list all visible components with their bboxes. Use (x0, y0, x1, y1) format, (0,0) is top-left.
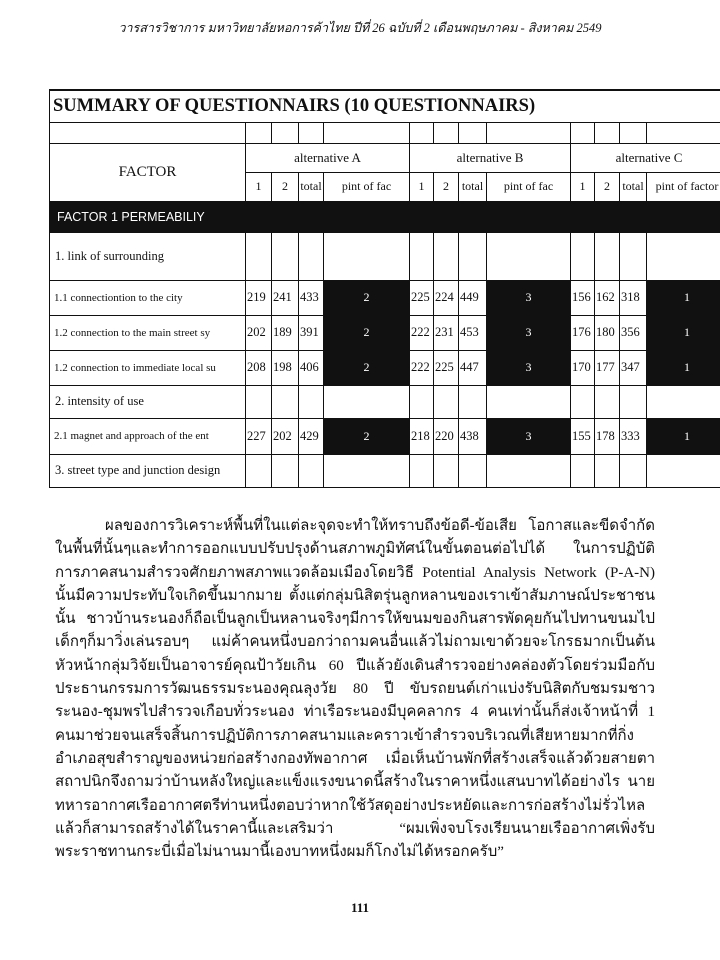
value-cell: 447 (459, 350, 487, 385)
subheader-cell: pint of factor (647, 172, 720, 201)
alternative-header: alternative C (571, 143, 720, 172)
value-cell: 241 (272, 280, 299, 315)
empty-cell (620, 122, 647, 143)
value-cell: 333 (620, 418, 647, 454)
empty-cell (647, 454, 720, 487)
empty-cell (410, 232, 434, 280)
point-of-factor-cell: 1 (647, 418, 720, 454)
empty-cell (324, 122, 410, 143)
value-cell: 318 (620, 280, 647, 315)
empty-cell (272, 232, 299, 280)
empty-cell (434, 232, 459, 280)
value-cell: 202 (272, 418, 299, 454)
value-cell: 225 (410, 280, 434, 315)
alternative-header: alternative A (246, 143, 410, 172)
empty-cell (571, 454, 595, 487)
value-cell: 231 (434, 315, 459, 350)
table-row (50, 280, 720, 315)
empty-cell (487, 385, 571, 418)
value-cell: 219 (246, 280, 272, 315)
value-cell: 433 (299, 280, 324, 315)
value-cell: 438 (459, 418, 487, 454)
point-of-factor-cell: 2 (324, 315, 410, 350)
empty-cell (272, 122, 299, 143)
paragraph-text: ผลของการวิเคราะห์พื้นที่ในแต่ละจุดจะทำให้ทราบถึงข้อดี-ข้อเสีย โอกาสและขีดจำกัด ในพื้นที่นั้นๆและทำการออกแบบปรับปรุงด้านสภาพภูมิทัศน์ในขั้นตอนต่อไปได้ ในการปฏิบัติการภาคสนามสำรวจศักยภาพสภาพแวดล้อมเมืองโดยวิธี Potential Analysis Network (P-A-N) นั้นมีความประทับใจเกิดขึ้นมากมาย ตั้งแต่กลุ่มนิสิตรุ่นลูกหลานของเราเข้าสัมภาษณ์ประชาชนนั้น ชาวบ้านระนองก็ถือเป็นลูกเป็นหลานจริงๆมีการให้ขนมของกินสารพัดคุยกันไปทานขนมไป เด็กๆก็มาวิ่งเล่นรอบๆ แม่ค้าคนหนึ่งบอกว่าถามคนอื่นแล้วไม่ถามเขาด้วยจะโกรธมากเป็นต้น หัวหน้ากลุ่มวิจัยเป็นอาจารย์คุณป้าวัยเกิน 60 ปีแล้วยังเดินสำรวจอย่างคล่องตัวโดยร่วมมือกับประธานกรรมการวัฒนธรรมระนองคุณลุงวัย 80 ปี ขับรถยนต์เก่าแบ่งรับนิสิตกับชมรมชาวระนอง-ชุมพรไปสำรวจเกือบทั่วระนอง ท่าเรือระนองมีบุคคลากร 4 คนเท่านั้นก็ส่งเจ้าหน้าที่ 1 คนมาช่วยจนเสร็จสิ้นการปฏิบัติการภาคสนามและคราวเข้าสำรวจบริเวณที่เสียหายมากที่กิ่งอำเภอสุขสำราญของหน่วยก่อสร้างกองทัพอากาศ เมื่อเห็นบ้านพักที่สร้างเสร็จแล้วด้วยสายตาสถาปนิกจึงถามว่าบ้านหลังใหญ่และแข็งแรงขนาดนี้สร้างในราคาหนึ่งแสนบาทได้อย่างไร นายทหารอากาศเรืออากาศตรีท่านหนึ่งตอบว่าหากใช้วัสดุอย่างประหยัดและการก่อสร้างไม่รั่วไหลแล้วก็สามารถสร้างได้ในราคานี้และเสริมว่า “ผมเพิ่งจบโรงเรียนนายเรืออากาศเพิ่งรับพระราชทานกระบี่เมื่อไม่นานมานี้เองบาทหนึ่งผมก็โกงไม่ได้หรอกครับ” (55, 518, 655, 861)
empty-cell (487, 454, 571, 487)
empty-cell (246, 122, 272, 143)
value-cell: 162 (595, 280, 620, 315)
page-number: 111 (350, 900, 370, 915)
empty-cell (410, 454, 434, 487)
empty-cell (595, 232, 620, 280)
value-cell: 227 (246, 418, 272, 454)
empty-cell (324, 385, 410, 418)
empty-cell (434, 122, 459, 143)
empty-cell (410, 122, 434, 143)
row-label: 1.2 connection to the main street sy (50, 315, 246, 350)
value-cell: 198 (272, 350, 299, 385)
value-cell: 178 (595, 418, 620, 454)
empty-cell (571, 232, 595, 280)
table-header-row (50, 143, 720, 172)
empty-cell (299, 122, 324, 143)
value-cell: 218 (410, 418, 434, 454)
empty-cell (299, 385, 324, 418)
empty-cell (620, 385, 647, 418)
value-cell: 406 (299, 350, 324, 385)
table-row (50, 385, 720, 418)
row-label: 1.2 connection to immediate local su (50, 350, 246, 385)
empty-cell (299, 232, 324, 280)
value-cell: 208 (246, 350, 272, 385)
value-cell: 177 (595, 350, 620, 385)
subheader-cell: 2 (595, 172, 620, 201)
empty-cell (620, 232, 647, 280)
empty-cell (324, 232, 410, 280)
value-cell: 449 (459, 280, 487, 315)
row-label: 1.1 connectiontion to the city (50, 280, 246, 315)
value-cell: 170 (571, 350, 595, 385)
empty-cell (571, 122, 595, 143)
empty-cell (459, 122, 487, 143)
table-blank-row (50, 122, 720, 143)
value-cell: 222 (410, 315, 434, 350)
row-label: 1. link of surrounding (50, 232, 246, 280)
table-row (50, 418, 720, 454)
table-title: SUMMARY OF QUESTIONNAIRS (10 QUESTIONNAIRS) (50, 90, 720, 122)
empty-cell (595, 122, 620, 143)
empty-cell (299, 454, 324, 487)
empty-cell (647, 122, 720, 143)
table-title-row (50, 90, 720, 122)
empty-cell (272, 385, 299, 418)
value-cell: 222 (410, 350, 434, 385)
point-of-factor-cell: 3 (487, 280, 571, 315)
empty-cell (595, 385, 620, 418)
alternative-header: alternative B (410, 143, 571, 172)
value-cell: 156 (571, 280, 595, 315)
table-row (50, 350, 720, 385)
point-of-factor-cell: 1 (647, 315, 720, 350)
empty-cell (620, 454, 647, 487)
empty-cell (459, 232, 487, 280)
running-head: วารสารวิชาการ มหาวิทยาลัยหอการค้าไทย ปีที่ 26 ฉบับที่ 2 เดือนพฤษภาคม - สิงหาคม 2549 (118, 21, 602, 35)
point-of-factor-cell: 2 (324, 350, 410, 385)
empty-cell (459, 454, 487, 487)
empty-cell (434, 385, 459, 418)
value-cell: 202 (246, 315, 272, 350)
value-cell: 220 (434, 418, 459, 454)
point-of-factor-cell: 3 (487, 418, 571, 454)
value-cell: 347 (620, 350, 647, 385)
point-of-factor-cell: 1 (647, 350, 720, 385)
row-label: 2. intensity of use (50, 385, 246, 418)
empty-cell (50, 122, 246, 143)
subheader-cell: 1 (246, 172, 272, 201)
empty-cell (246, 385, 272, 418)
empty-cell (410, 385, 434, 418)
value-cell: 176 (571, 315, 595, 350)
subheader-cell: pint of fac (487, 172, 571, 201)
row-label: 3. street type and junction design (50, 454, 246, 487)
value-cell: 180 (595, 315, 620, 350)
table-row (50, 454, 720, 487)
value-cell: 453 (459, 315, 487, 350)
point-of-factor-cell: 2 (324, 280, 410, 315)
subheader-cell: pint of fac (324, 172, 410, 201)
factor-header: FACTOR (50, 143, 246, 201)
value-cell: 356 (620, 315, 647, 350)
point-of-factor-cell: 2 (324, 418, 410, 454)
value-cell: 391 (299, 315, 324, 350)
value-cell: 429 (299, 418, 324, 454)
value-cell: 225 (434, 350, 459, 385)
subheader-cell: total (620, 172, 647, 201)
subheader-cell: 2 (434, 172, 459, 201)
subheader-cell: total (459, 172, 487, 201)
empty-cell (246, 454, 272, 487)
subheader-cell: total (299, 172, 324, 201)
empty-cell (487, 122, 571, 143)
summary-table (49, 89, 720, 488)
table-row (50, 315, 720, 350)
value-cell: 189 (272, 315, 299, 350)
empty-cell (487, 232, 571, 280)
value-cell: 224 (434, 280, 459, 315)
empty-cell (324, 454, 410, 487)
empty-cell (272, 454, 299, 487)
empty-cell (459, 385, 487, 418)
table-row (50, 232, 720, 280)
point-of-factor-cell: 3 (487, 350, 571, 385)
empty-cell (647, 385, 720, 418)
subheader-cell: 2 (272, 172, 299, 201)
empty-cell (571, 385, 595, 418)
empty-cell (647, 232, 720, 280)
row-label: 2.1 magnet and approach of the ent (50, 418, 246, 454)
point-of-factor-cell: 1 (647, 280, 720, 315)
body-paragraph (55, 515, 655, 864)
empty-cell (434, 454, 459, 487)
empty-cell (595, 454, 620, 487)
empty-cell (246, 232, 272, 280)
subheader-cell: 1 (571, 172, 595, 201)
value-cell: 155 (571, 418, 595, 454)
section-row (50, 201, 720, 232)
subheader-cell: 1 (410, 172, 434, 201)
section-title: FACTOR 1 PERMEABILIY (50, 201, 720, 232)
point-of-factor-cell: 3 (487, 315, 571, 350)
